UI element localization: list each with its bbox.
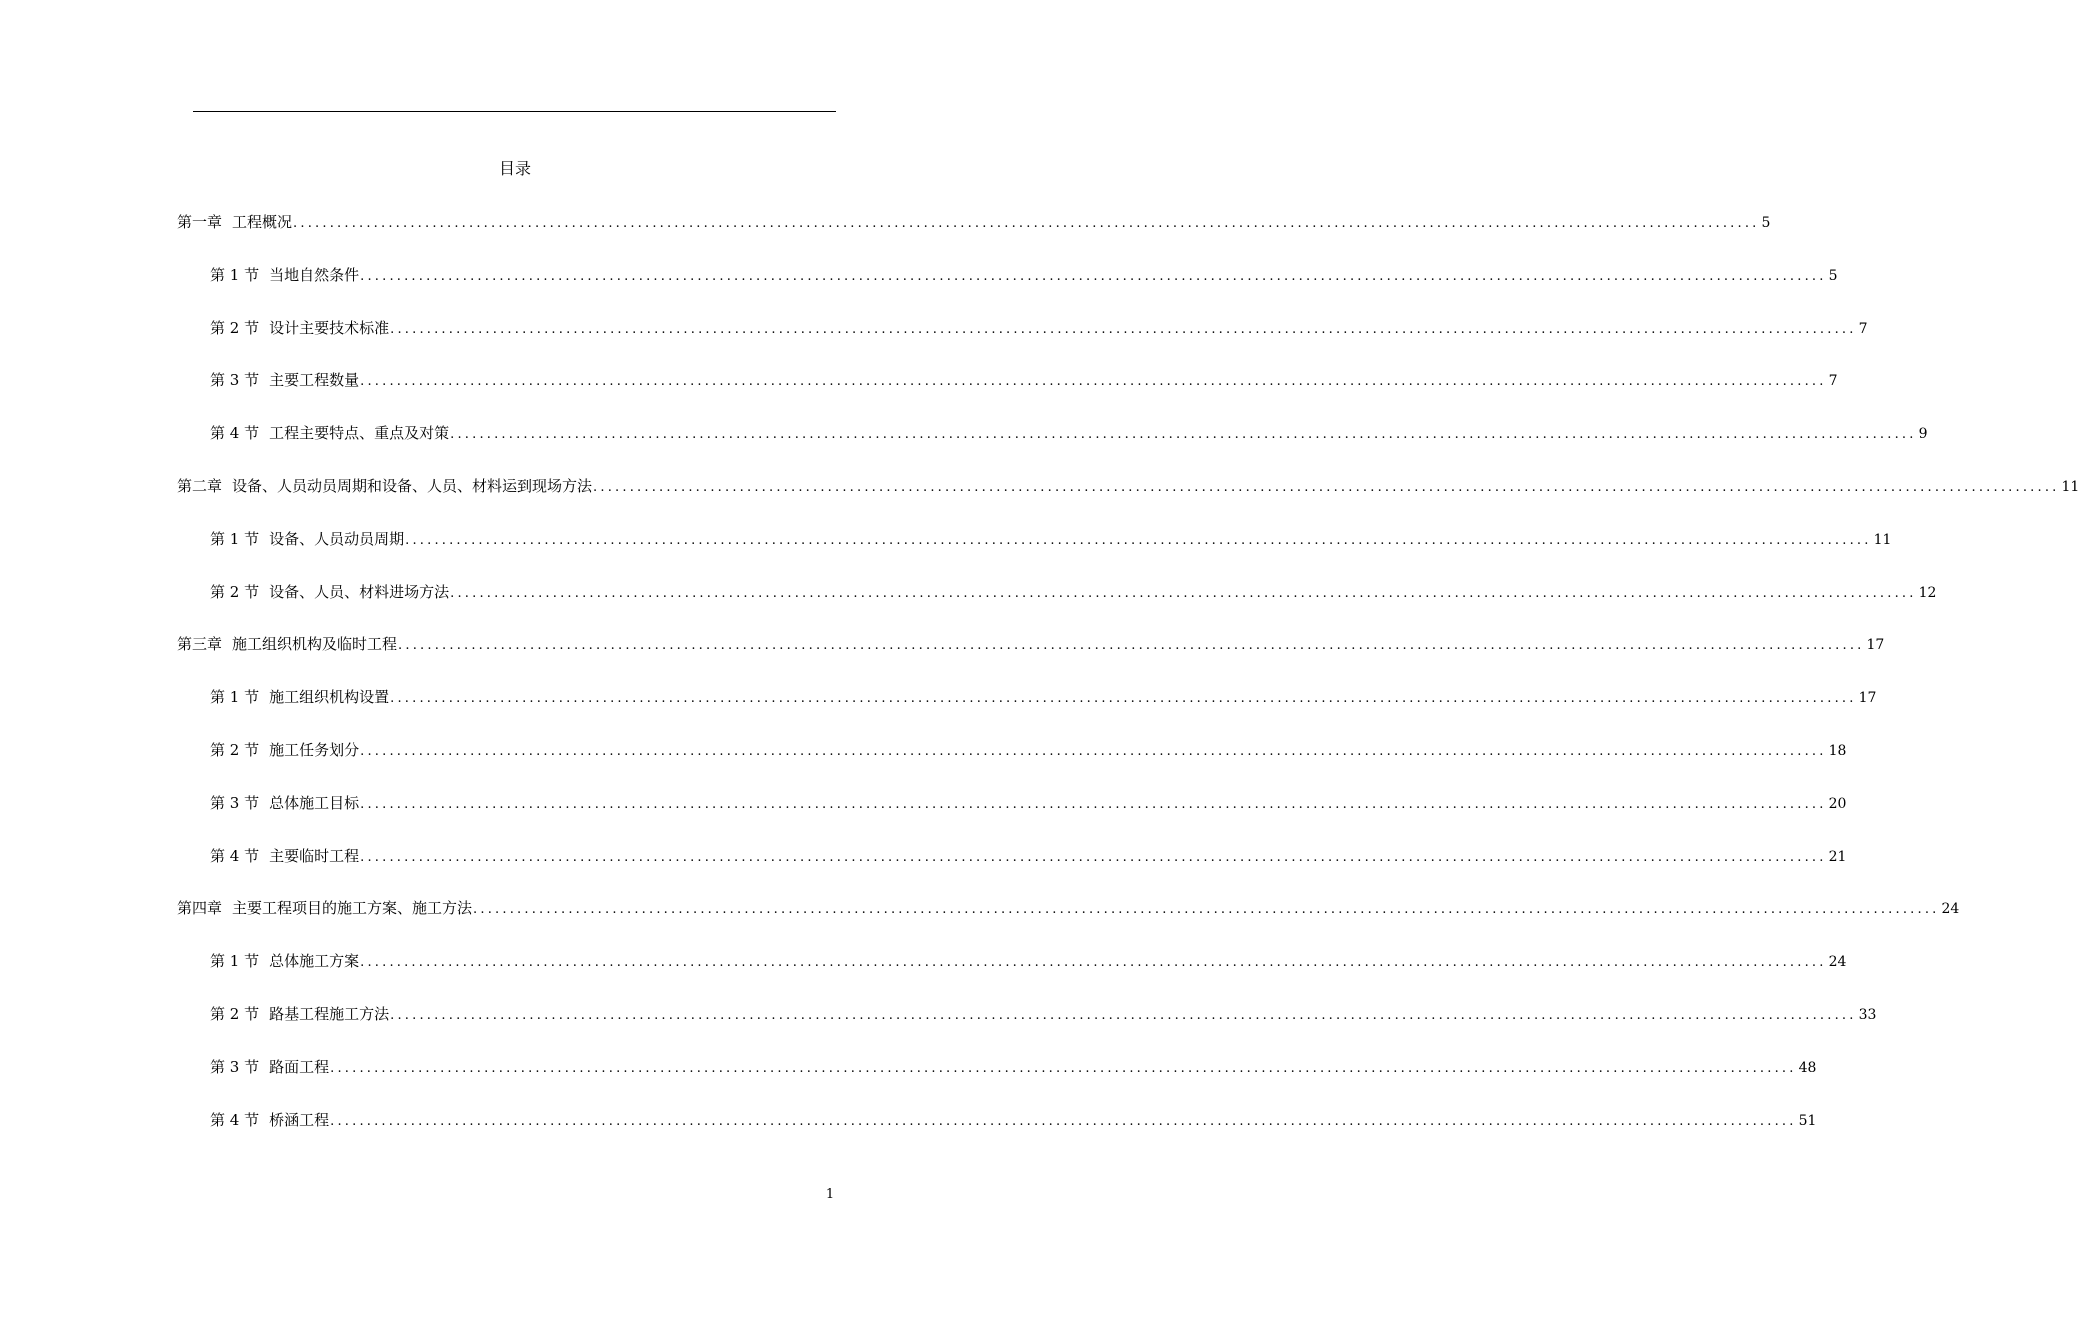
toc-entry-number: 第 1 节	[210, 952, 260, 971]
toc-entry-title: 设备、人员动员周期和设备、人员、材料运到现场方法	[232, 477, 593, 495]
toc-entry-number: 第四章	[177, 899, 223, 918]
toc-entry-number: 第三章	[177, 635, 223, 654]
page-number: 1	[825, 1187, 835, 1202]
toc-section-entry[interactable]	[210, 1109, 1817, 1133]
toc-entry-label	[210, 264, 359, 286]
toc-entry-number: 第 1 节	[210, 529, 260, 548]
toc-entry-label	[177, 897, 472, 919]
toc-entry-number: 第 4 节	[210, 1110, 260, 1129]
toc-chapter-entry[interactable]	[177, 633, 1885, 657]
toc-entry-title: 设计主要技术标准	[269, 318, 390, 337]
toc-entry-label	[177, 211, 292, 233]
toc-entry-number: 第 2 节	[210, 1005, 260, 1023]
toc-entry-number: 第 4 节	[210, 846, 260, 865]
toc-entry-title: 工程概况	[232, 213, 293, 231]
toc-dot-leader: ........................................................................................................................................................................................................	[360, 744, 1827, 759]
toc-page-number: 48	[1798, 1059, 1817, 1076]
toc-dot-leader: ........................................................................................................................................................................................................	[405, 532, 1872, 548]
toc-entry-title: 主要工程数量	[269, 371, 360, 390]
toc-chapter-entry[interactable]	[177, 211, 1771, 235]
toc-chapter-entry[interactable]	[177, 475, 2079, 499]
toc-dot-leader: ........................................................................................................................................................................................................	[593, 480, 2060, 495]
toc-section-entry[interactable]	[210, 845, 1847, 869]
toc-page-number: 5	[1828, 267, 1838, 284]
toc-entry-number: 第 3 节	[210, 793, 260, 812]
toc-entry-label	[210, 422, 449, 444]
toc-dot-leader: ........................................................................................................................................................................................................	[360, 374, 1827, 390]
toc-entry-label	[210, 369, 359, 391]
toc-dot-leader: ........................................................................................................................................................................................................	[450, 585, 1917, 601]
toc-entry-title: 设备、人员动员周期	[269, 529, 405, 548]
toc-page-number: 51	[1798, 1112, 1817, 1129]
toc-entry-label	[177, 633, 397, 655]
toc-page-number: 24	[1941, 901, 1960, 918]
toc-page-number: 17	[1858, 690, 1877, 707]
toc-page-number: 18	[1828, 743, 1847, 759]
toc-dot-leader: ........................................................................................................................................................................................................	[360, 268, 1827, 284]
toc-section-entry[interactable]	[210, 1003, 1877, 1027]
toc-entry-label	[210, 1109, 329, 1131]
toc-section-entry[interactable]	[210, 528, 1892, 552]
toc-entry-label	[210, 950, 359, 972]
toc-dot-leader: ........................................................................................................................................................................................................	[360, 849, 1827, 865]
toc-title: 目录	[498, 159, 531, 178]
toc-dot-leader: ........................................................................................................................................................................................................	[450, 427, 1917, 443]
toc-dot-leader: ........................................................................................................................................................................................................	[293, 216, 1760, 231]
toc-page-number: 7	[1828, 373, 1838, 390]
toc-entry-label	[210, 528, 404, 550]
toc-entry-label	[210, 1003, 389, 1025]
toc-page-number: 5	[1761, 215, 1771, 231]
toc-section-entry[interactable]	[210, 369, 1838, 393]
toc-entry-label	[210, 581, 449, 603]
toc-page-number: 12	[1918, 584, 1937, 601]
toc-dot-leader: ........................................................................................................................................................................................................	[330, 1060, 1797, 1076]
toc-dot-leader: ........................................................................................................................................................................................................	[360, 796, 1827, 812]
toc-page-number: 11	[1873, 531, 1892, 548]
toc-entry-number: 第 2 节	[210, 318, 260, 337]
toc-entry-title: 主要工程项目的施工方案、施工方法	[232, 899, 473, 918]
toc-dot-leader: ........................................................................................................................................................................................................	[360, 955, 1827, 971]
toc-dot-leader: ........................................................................................................................................................................................................	[390, 1008, 1857, 1023]
toc-entry-title: 主要临时工程	[269, 846, 360, 865]
toc-entry-title: 路面工程	[269, 1057, 330, 1076]
toc-section-entry[interactable]	[210, 1056, 1817, 1080]
toc-entry-label	[210, 686, 389, 708]
toc-page-number: 17	[1866, 637, 1885, 654]
toc-section-entry[interactable]	[210, 581, 1937, 605]
toc-dot-leader: ........................................................................................................................................................................................................	[473, 902, 1940, 918]
toc-entry-number: 第 4 节	[210, 424, 260, 443]
toc-entry-title: 路基工程施工方法	[269, 1005, 390, 1023]
toc-entry-title: 设备、人员、材料进场方法	[269, 582, 450, 601]
toc-page-number: 21	[1828, 848, 1847, 865]
toc-chapter-entry[interactable]	[177, 897, 1960, 921]
toc-page-number: 9	[1918, 426, 1928, 443]
toc-entry-number: 第 2 节	[210, 741, 260, 759]
toc-page-number: 7	[1858, 320, 1868, 337]
toc-entry-label	[177, 475, 592, 497]
toc-section-entry[interactable]	[210, 792, 1847, 816]
toc-entry-label	[210, 845, 359, 867]
toc-entry-title: 施工任务划分	[269, 741, 360, 759]
toc-entry-label	[210, 1056, 329, 1078]
toc-entry-number: 第一章	[177, 213, 223, 231]
toc-section-entry[interactable]	[210, 317, 1868, 341]
toc-dot-leader: ........................................................................................................................................................................................................	[398, 638, 1865, 654]
toc-page-number: 33	[1858, 1007, 1877, 1023]
toc-page-number: 20	[1828, 795, 1847, 812]
toc-entry-number: 第 3 节	[210, 1057, 260, 1076]
toc-entry-number: 第 1 节	[210, 265, 260, 284]
toc-entry-label	[210, 317, 389, 339]
toc-entry-title: 施工组织机构及临时工程	[232, 635, 398, 654]
toc-page-number: 11	[2061, 479, 2079, 495]
toc-dot-leader: ........................................................................................................................................................................................................	[390, 691, 1857, 707]
toc-entry-label	[210, 792, 359, 814]
toc-entry-number: 第 3 节	[210, 371, 260, 390]
toc-entry-title: 桥涵工程	[269, 1110, 330, 1129]
toc-section-entry[interactable]	[210, 739, 1847, 763]
toc-entry-title: 工程主要特点、重点及对策	[269, 424, 450, 443]
toc-entry-title: 总体施工目标	[269, 793, 360, 812]
toc-section-entry[interactable]	[210, 950, 1847, 974]
toc-entry-number: 第二章	[177, 477, 223, 495]
toc-entry-label	[210, 739, 359, 761]
toc-entry-number: 第 1 节	[210, 688, 260, 707]
toc-entry-title: 当地自然条件	[269, 265, 360, 284]
toc-section-entry[interactable]	[210, 264, 1838, 288]
toc-entry-title: 施工组织机构设置	[269, 688, 390, 707]
toc-dot-leader: ........................................................................................................................................................................................................	[330, 1113, 1797, 1129]
toc-dot-leader: ........................................................................................................................................................................................................	[390, 321, 1857, 337]
toc-page-number: 24	[1828, 954, 1847, 971]
toc-entry-number: 第 2 节	[210, 582, 260, 601]
toc-entry-title: 总体施工方案	[269, 952, 360, 971]
toc-section-entry[interactable]	[210, 686, 1877, 710]
toc-section-entry[interactable]	[210, 422, 1928, 446]
